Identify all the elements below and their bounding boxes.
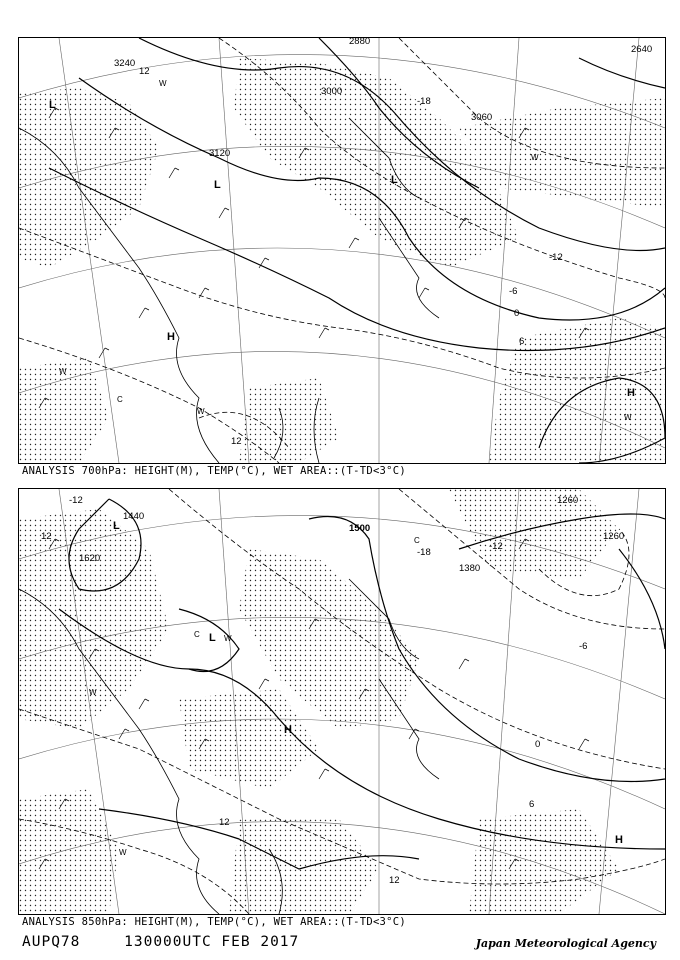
high-center: H [284, 724, 292, 736]
height-label: 3120 [209, 148, 231, 159]
height-label: 3240 [114, 58, 136, 69]
temp-label: 6 [519, 336, 525, 347]
height-label: 2880 [349, 38, 371, 47]
cold-center: C [117, 395, 123, 404]
temp-label: -12 [69, 495, 83, 506]
height-label: 1380 [459, 563, 481, 574]
height-label: 2640 [631, 44, 653, 55]
warm-center: W [224, 634, 232, 643]
temp-label: 12 [389, 875, 400, 886]
warm-center: W [119, 848, 127, 857]
high-center: H [167, 331, 175, 343]
height-label: 1500 [349, 523, 371, 534]
low-center: L [49, 99, 56, 111]
cold-center: C [414, 536, 420, 545]
low-center: L [391, 174, 398, 186]
temp-label: -6 [579, 641, 588, 652]
warm-center: W [159, 79, 167, 88]
warm-center: W [59, 367, 67, 376]
wet-area-shading [19, 58, 665, 463]
height-label: 1260 [603, 531, 625, 542]
product-code: AUPQ78 [22, 934, 81, 950]
temp-label: 0 [514, 308, 520, 319]
temp-label: -18 [417, 547, 431, 558]
agency-name: Japan Meteorological Agency [475, 937, 656, 950]
warm-center: W [89, 688, 97, 697]
temp-label: 12 [219, 817, 230, 828]
temp-label: -18 [417, 96, 431, 107]
map-panel-700hpa [18, 37, 666, 464]
product-header [22, 934, 333, 950]
map-700hpa-svg [19, 38, 665, 463]
low-center: L [113, 520, 120, 532]
caption-850hpa: ANALYSIS 850hPa: HEIGHT(M), TEMP(°C), WET AREA::(T-TD<3°C) [22, 916, 407, 928]
temp-label: 12 [41, 531, 52, 542]
cold-center: C [194, 630, 200, 639]
temp-label: -6 [509, 286, 518, 297]
wet-area-shading [19, 489, 619, 914]
height-label: 1620 [79, 553, 101, 564]
height-label: 1260 [557, 495, 579, 506]
high-center: H [615, 834, 623, 846]
temp-label: 12 [139, 66, 150, 77]
height-label: 1440 [123, 511, 145, 522]
temp-label: 0 [535, 739, 541, 750]
temp-label: -12 [489, 541, 503, 552]
height-label: 3000 [321, 86, 343, 97]
map-850hpa-svg [19, 489, 665, 914]
high-center: H [627, 387, 635, 399]
warm-center: W [531, 153, 539, 162]
height-label: 3060 [471, 112, 493, 123]
temp-label: 6 [529, 799, 535, 810]
warm-center: W [624, 413, 632, 422]
temp-label: -12 [549, 252, 563, 263]
warm-center: W [197, 407, 205, 416]
map-panel-850hpa [18, 488, 666, 915]
low-center: L [214, 179, 221, 191]
temp-label: 12 [231, 436, 242, 447]
low-center: L [209, 632, 216, 644]
valid-time: 130000UTC FEB 2017 [124, 934, 300, 950]
caption-700hpa: ANALYSIS 700hPa: HEIGHT(M), TEMP(°C), WET AREA::(T-TD<3°C) [22, 465, 407, 477]
